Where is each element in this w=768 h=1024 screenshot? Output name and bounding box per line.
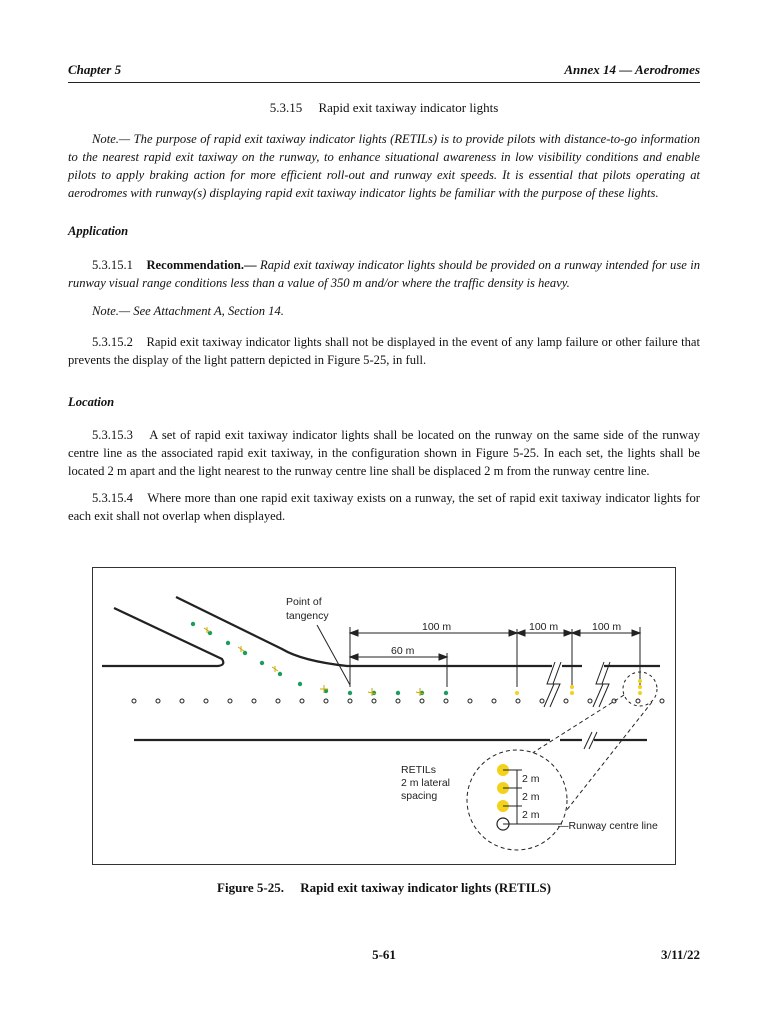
paragraph-5-3-15-1 — [68, 256, 700, 292]
taxiway-light — [260, 661, 264, 665]
light-marker — [272, 666, 278, 672]
spacing-label-1: 2 m — [522, 773, 540, 785]
para-number: 5.3.15.2 — [92, 335, 133, 349]
centre-light — [420, 699, 424, 703]
para-number: 5.3.15.1 — [92, 258, 133, 272]
centre-light — [348, 699, 352, 703]
spacing-label-2: 2 m — [522, 791, 540, 803]
centre-light — [132, 699, 136, 703]
location-heading: Location — [68, 395, 115, 409]
centre-light — [372, 699, 376, 703]
taxiway-light — [348, 691, 352, 695]
centre-light — [276, 699, 280, 703]
label-point-of-line1: Point of — [286, 596, 322, 608]
note-attachment: Note.— See Attachment A, Section 14. — [92, 304, 284, 318]
arrowhead — [632, 630, 640, 636]
centre-light — [324, 699, 328, 703]
dimension-lines — [317, 625, 640, 687]
centre-light — [468, 699, 472, 703]
arrowhead — [439, 654, 447, 660]
pavement-edges — [102, 597, 660, 740]
break-marks — [544, 662, 610, 749]
light-marker — [238, 646, 244, 652]
retil-light — [515, 691, 519, 695]
dim-label-60: 60 m — [391, 645, 415, 657]
application-heading: Application — [68, 224, 129, 238]
centre-light — [204, 699, 208, 703]
arrowhead — [572, 630, 580, 636]
recommendation-label: Recommendation.— — [146, 258, 257, 272]
arrowhead — [517, 630, 525, 636]
retil-diagram — [92, 567, 676, 865]
centre-light — [492, 699, 496, 703]
taxiway-inner-edge — [176, 597, 552, 666]
centre-light — [636, 699, 640, 703]
retils-label-line1: RETILs — [401, 764, 437, 776]
centre-light — [516, 699, 520, 703]
spacing-label-3: 2 m — [522, 809, 540, 821]
tangency-leader — [317, 625, 350, 685]
centre-light — [252, 699, 256, 703]
paragraph-5-3-15-4 — [68, 489, 700, 525]
para-number: 5.3.15.3 — [92, 428, 133, 442]
retil-light — [638, 679, 642, 683]
para-text: Rapid exit taxiway indicator lights shall not be displayed in the event of any lamp failure or other failure that prevents the display of the light pattern depicted in Figure 5-25, in full. — [68, 335, 700, 367]
note-intro: Note.— The purpose of rapid exit taxiway indicator lights (RETILs) is to provide pilots with distance-to-go information to the nearest rapid exit taxiway on the runway, to enhance situational awareness in low visibility conditions and enable pilots to apply braking action for more efficient roll-out and runway exit speeds. It is essential that pilots operating at aerodromes with runway(s) displaying rapid exit taxiway indicator lights be familiar with the purpose of these lights. — [68, 132, 700, 200]
footer-date: 3/11/22 — [660, 947, 700, 962]
centre-light — [156, 699, 160, 703]
section-title: 5.3.15 Rapid exit taxiway indicator lights — [269, 100, 499, 115]
break-mark — [584, 732, 592, 749]
centre-light — [660, 699, 664, 703]
taxiway-light — [444, 691, 448, 695]
para-text: Rapid exit taxiway indicator lights should be provided on a runway intended for use in runway visual range conditions less than a value of 350 m and/or where the traffic density is heavy. — [68, 258, 701, 290]
para-text: A set of rapid exit taxiway indicator lights shall be located on the runway on the same side of the runway centre line as the associated rapid exit taxiway, in the configuration shown in Figure 5-25. In each set, the lights shall be located 2 m apart and the light nearest to the runway centre line shall be displaced 2 m from the runway centre line. — [68, 428, 700, 478]
centre-light — [228, 699, 232, 703]
para-number: 5.3.15.4 — [92, 491, 133, 505]
header-chapter: Chapter 5 — [68, 62, 122, 77]
centre-light — [396, 699, 400, 703]
header-rule — [68, 82, 700, 83]
taxiway-light — [278, 672, 282, 676]
arrowhead — [350, 630, 358, 636]
footer-page-number: 5-61 — [372, 947, 396, 962]
retil-light — [638, 691, 642, 695]
retils-label-line3: spacing — [401, 790, 438, 802]
retil-light — [638, 685, 642, 689]
centre-light — [540, 699, 544, 703]
centre-light — [588, 699, 592, 703]
dim-label-100c: 100 m — [592, 621, 622, 633]
header-annex: Annex 14 — Aerodromes — [564, 62, 700, 77]
centre-line-lights — [132, 699, 664, 703]
taxiway-light — [191, 622, 195, 626]
arrowhead — [350, 654, 358, 660]
taxiway-light — [243, 651, 247, 655]
taxiway-light — [298, 682, 302, 686]
retil-light — [570, 691, 574, 695]
taxiway-light — [396, 691, 400, 695]
paragraph-5-3-15-2 — [68, 333, 700, 369]
para-text: Where more than one rapid exit taxiway exists on a runway, the set of rapid exit taxiway indicator lights for each exit shall not overlap when displayed. — [68, 491, 700, 523]
taxiway-light — [226, 641, 230, 645]
centre-light — [444, 699, 448, 703]
centre-light — [180, 699, 184, 703]
centre-line-label: —Runway centre line — [558, 820, 658, 832]
centre-light — [564, 699, 568, 703]
paragraph-5-3-15-3 — [68, 426, 700, 480]
taxiway-outer-edge — [102, 608, 223, 666]
centre-light — [300, 699, 304, 703]
dim-label-100b: 100 m — [529, 621, 559, 633]
figure-caption: Figure 5-25. Rapid exit taxiway indicator lights (RETILS) — [217, 880, 551, 895]
dim-label-100a: 100 m — [422, 621, 452, 633]
label-point-of-line2: tangency — [286, 610, 329, 622]
retil-light — [570, 685, 574, 689]
retils-label-line2: 2 m lateral — [401, 777, 451, 789]
